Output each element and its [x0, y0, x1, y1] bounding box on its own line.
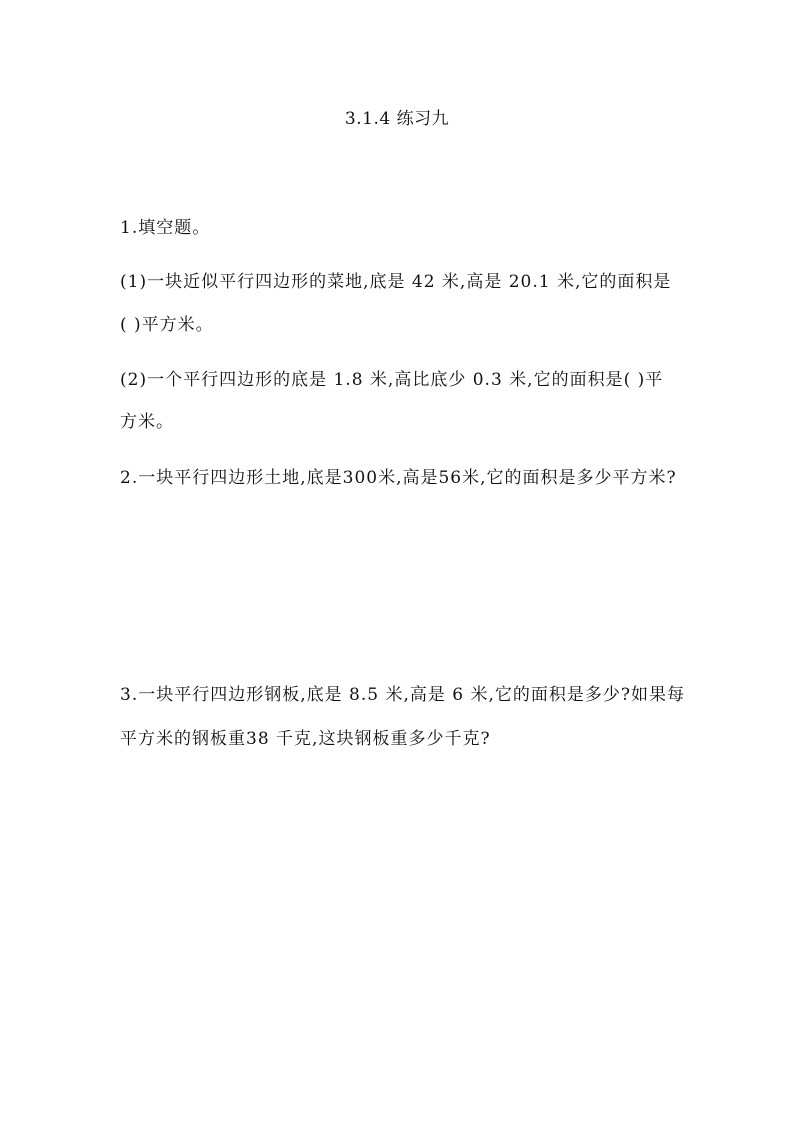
question-1-1-line-1: (1)一块近似平行四边形的菜地,底是 42 米,高是 20.1 米,它的面积是	[120, 272, 672, 292]
page-title: 3.1.4 练习九	[344, 109, 450, 129]
question-3-line-1: 3.一块平行四边形钢板,底是 8.5 米,高是 6 米,它的面积是多少?如果每	[120, 685, 686, 705]
question-1-2-line-2: 方米。	[120, 412, 174, 432]
question-2: 2.一块平行四边形土地,底是300米,高是56米,它的面积是多少平方米?	[120, 468, 677, 488]
question-1-1-line-2: ( )平方米。	[120, 315, 214, 335]
question-3-line-2: 平方米的钢板重38 千克,这块钢板重多少千克?	[120, 729, 491, 749]
section-heading-fill-in: 1.填空题。	[120, 218, 211, 238]
question-1-2-line-1: (2)一个平行四边形的底是 1.8 米,高比底少 0.3 米,它的面积是( )平	[120, 370, 664, 390]
